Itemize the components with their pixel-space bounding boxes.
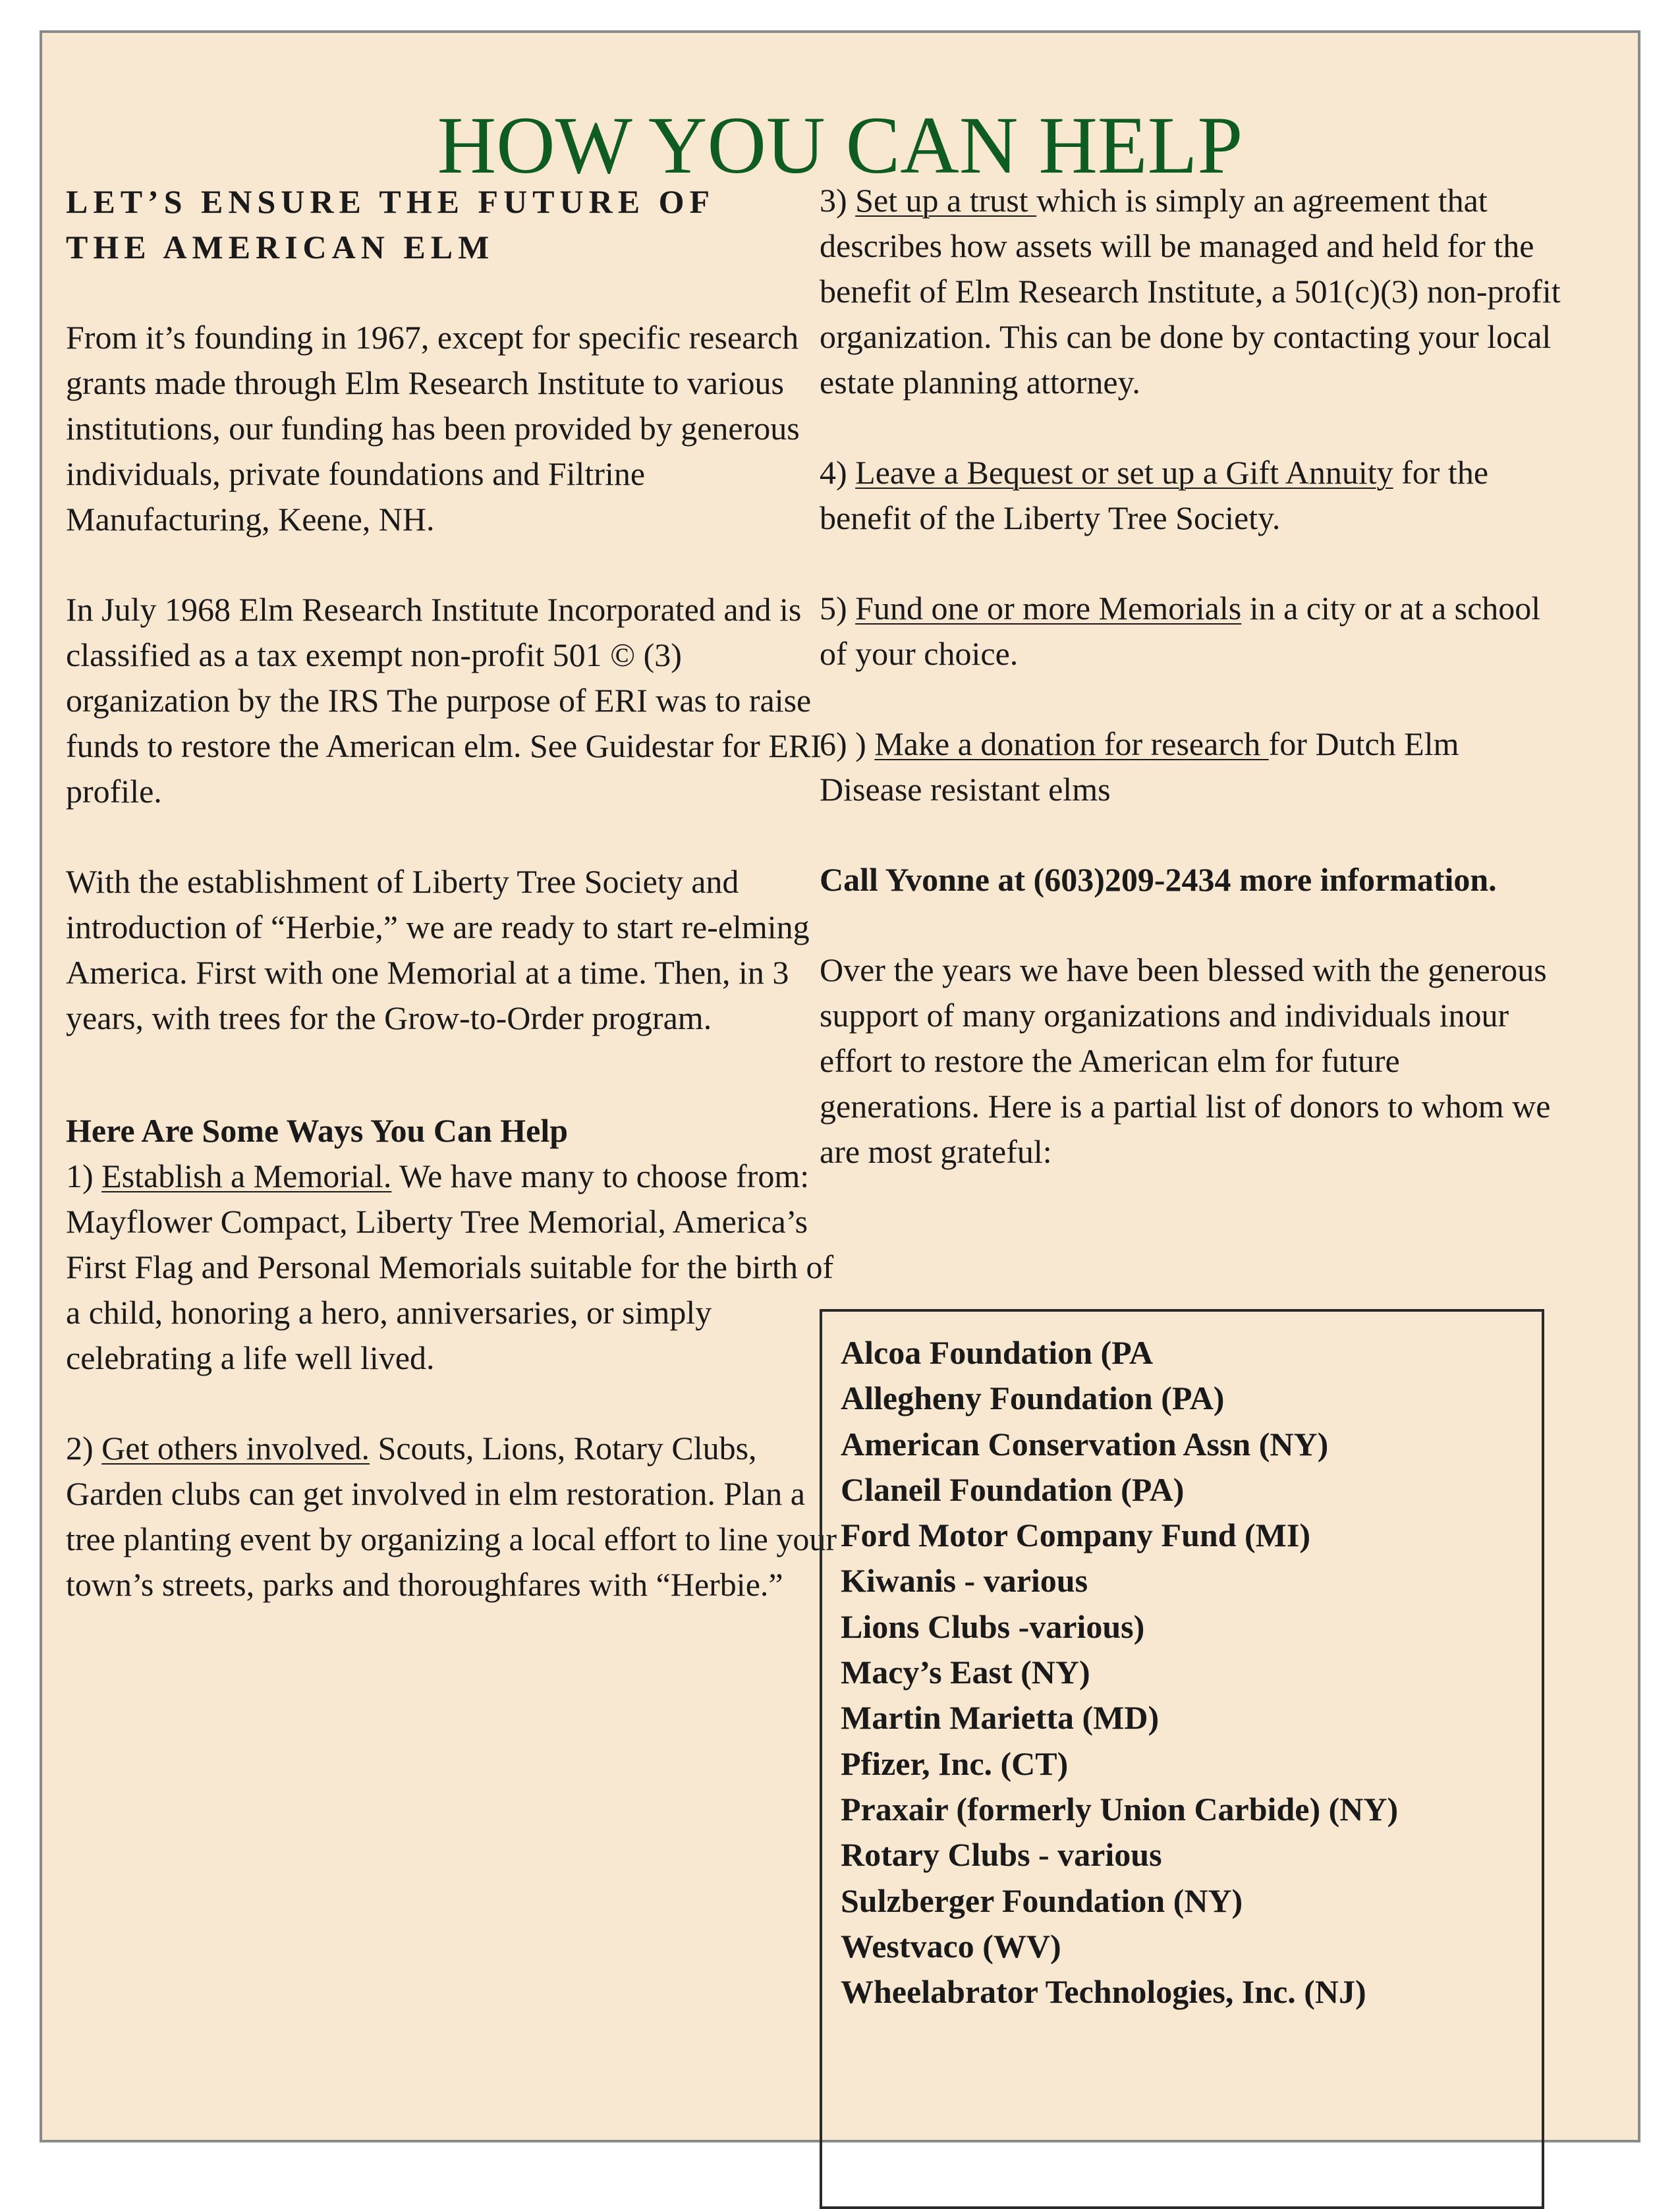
donor-item: Westvaco (WV) [841, 1927, 1061, 1965]
way-1-link[interactable]: Establish a Memorial. [101, 1158, 392, 1194]
way-3 [820, 178, 1568, 405]
liberty-tree-paragraph: With the establishment of Liberty Tree Society and introduction of “Herbie,” we are ready to start re-elming America. First with one Memorial at a time. Then, in 3 years, with trees for the Grow-to-Order program. [66, 863, 810, 1036]
way-5-link[interactable]: Fund one or more Memorials [855, 590, 1242, 627]
donor-item: Ford Motor Company Fund (MI) [841, 1517, 1310, 1554]
way-2-number: 2) [66, 1430, 102, 1467]
way-5-text: in a city or at a school of your choice. [820, 590, 1541, 672]
section-heading-line-1: LET’S ENSURE THE FUTURE OF [66, 183, 715, 220]
donor-item: Sulzberger Foundation (NY) [841, 1882, 1243, 1919]
way-6-number: 6) ) [820, 725, 875, 762]
way-6 [820, 721, 1568, 812]
left-column [66, 178, 837, 1608]
section-heading-line-2: THE AMERICAN ELM [66, 229, 495, 266]
call-to-action: Call Yvonne at (603)209-2434 more information. [820, 861, 1497, 898]
way-5-number: 5) [820, 590, 856, 627]
donor-list-box [820, 1309, 1544, 2209]
way-4-link[interactable]: Leave a Bequest or set up a Gift Annuity [855, 454, 1393, 491]
donor-list [841, 1330, 1523, 2015]
founding-paragraph: From it’s founding in 1967, except for specific research grants made through Elm Research Institute to various institutions, our funding has been provided by generous individuals, private foundations and Filtrine Manufacturing, Keene, NH. [66, 319, 800, 538]
way-4-number: 4) [820, 454, 856, 491]
section-heading [66, 179, 837, 270]
way-3-text: which is simply an agreement that describes how assets will be managed and held for the benefit of Elm Research Institute, a 501(c)(3) non-profit organization. This can be done by contacting your local estate planning attorney. [820, 182, 1561, 401]
donor-item: Kiwanis - various [841, 1562, 1088, 1600]
donor-item: Praxair (formerly Union Carbide) (NY) [841, 1790, 1399, 1828]
donor-item: Rotary Clubs - various [841, 1836, 1162, 1874]
right-column [820, 178, 1568, 1175]
way-4 [820, 450, 1568, 541]
donor-item: Pfizer, Inc. (CT) [841, 1745, 1069, 1782]
way-4-text: for the benefit of the Liberty Tree Society. [820, 454, 1489, 536]
donors-intro: Over the years we have been blessed with the generous support of many organizations and individuals inour effort to restore the American elm for future generations. Here is a partial list of donors to whom we are most grateful: [820, 951, 1551, 1170]
incorporation-paragraph: In July 1968 Elm Research Institute Incorporated and is classified as a tax exempt non-profit 501 © (3) organization by the IRS The purpose of ERI was to raise funds to restore the American elm. See Guidestar for ERI profile. [66, 591, 822, 810]
way-1-number: 1) [66, 1158, 102, 1194]
page-title: HOW YOU CAN HELP [437, 100, 1243, 190]
way-3-number: 3) [820, 182, 856, 219]
way-1 [66, 1154, 837, 1381]
donor-item: Alcoa Foundation (PA [841, 1334, 1154, 1371]
donor-item: American Conservation Assn (NY) [841, 1425, 1329, 1463]
donor-item: Lions Clubs -various) [841, 1608, 1145, 1645]
donor-item: Claneil Foundation (PA) [841, 1470, 1185, 1508]
donor-item: Allegheny Foundation (PA) [841, 1380, 1225, 1417]
donor-item: Wheelabrator Technologies, Inc. (NJ) [841, 1973, 1366, 2011]
way-6-text: for Dutch Elm Disease resistant elms [820, 725, 1459, 808]
way-3-link[interactable]: Set up a trust [855, 182, 1037, 219]
donor-item: Macy’s East (NY) [841, 1654, 1090, 1691]
donor-item: Martin Marietta (MD) [841, 1699, 1160, 1737]
way-1-text: We have many to choose from: Mayflower Compact, Liberty Tree Memorial, America’s First Flag and Personal Memorials suitable for the birth of a child, honoring a hero, anniversaries, or simply celebrating a life well lived. [66, 1158, 834, 1376]
way-2-link[interactable]: Get others involved. [101, 1430, 370, 1467]
way-5 [820, 586, 1568, 677]
way-6-link[interactable]: Make a donation for research [874, 725, 1269, 762]
ways-heading: Here Are Some Ways You Can Help [66, 1112, 569, 1149]
way-2-text: Scouts, Lions, Rotary Clubs, Garden clubs can get involved in elm restoration. Plan a tree planting event by organizing a local effort to line your town’s streets, parks and thoroughfares with “Herbie.” [66, 1430, 837, 1603]
way-2 [66, 1426, 837, 1608]
